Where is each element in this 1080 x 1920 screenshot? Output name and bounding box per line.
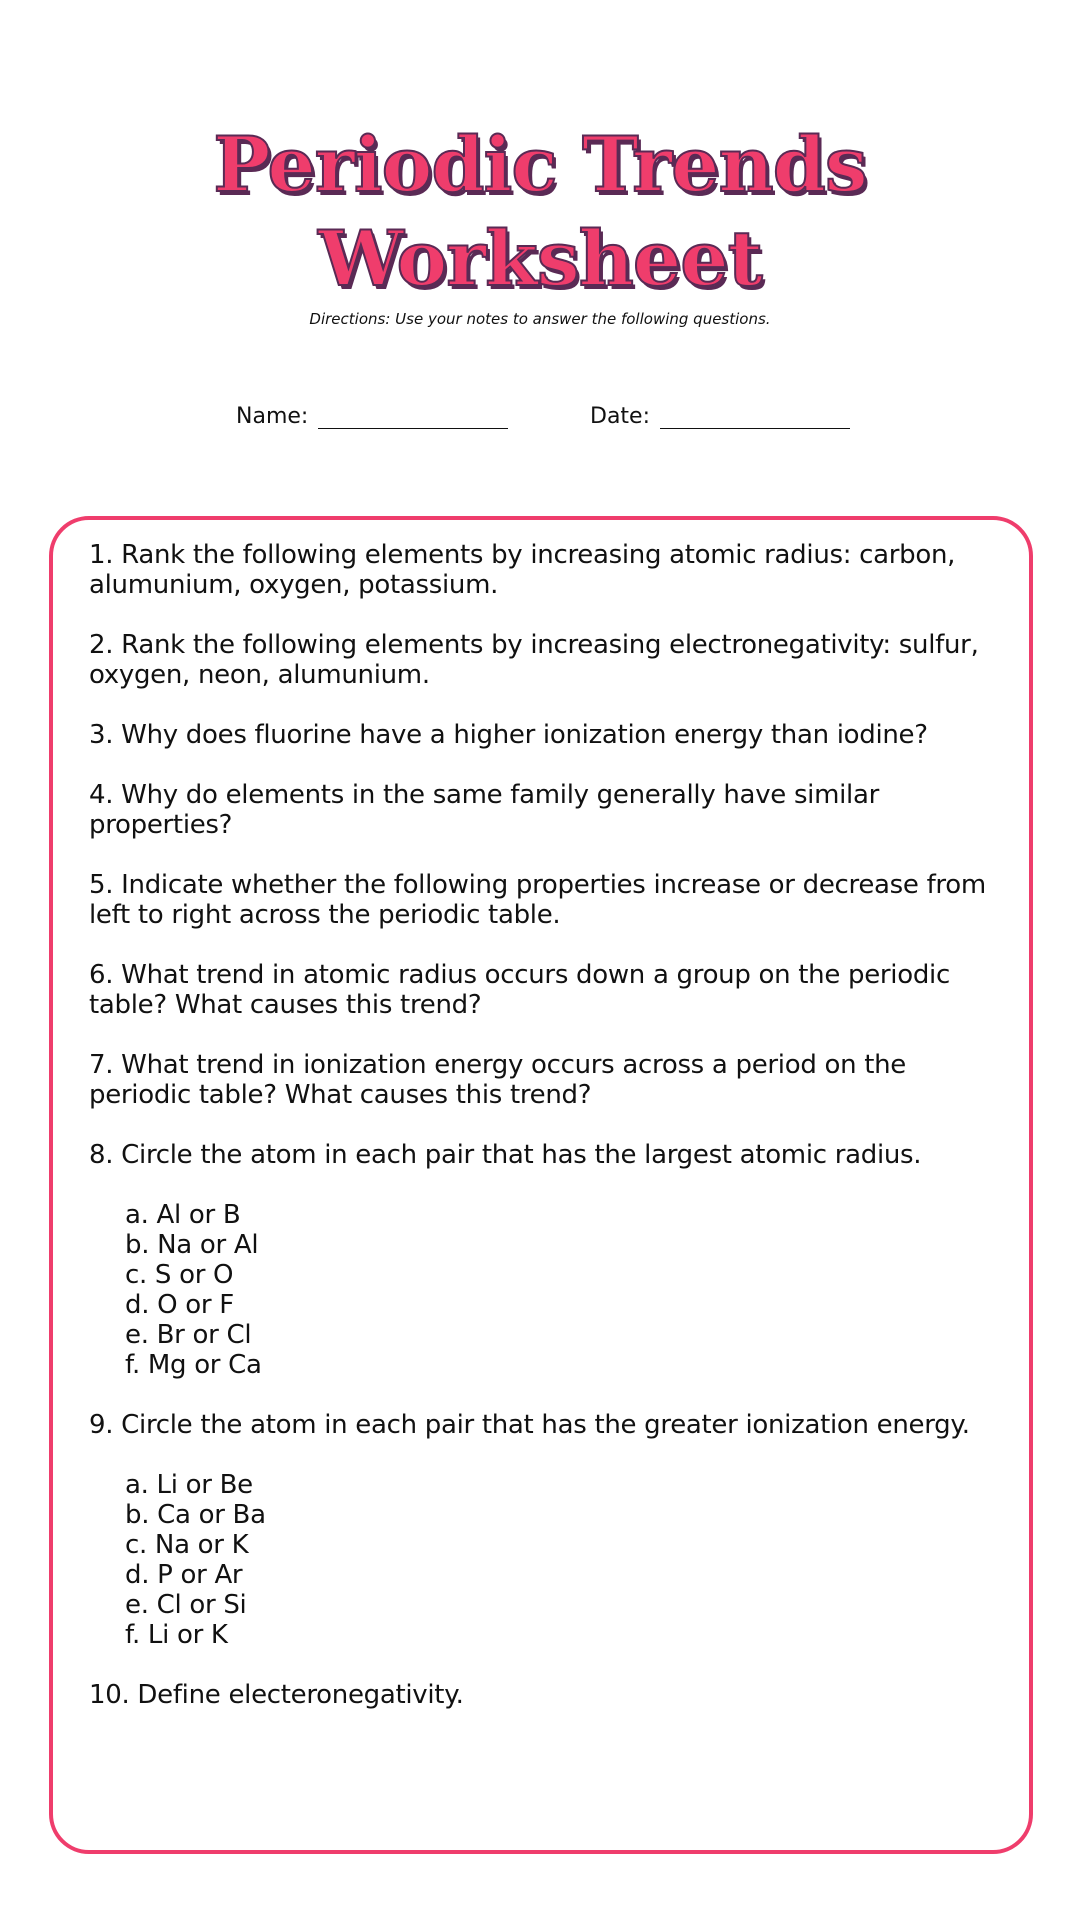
q8-option-a: a. Al or B <box>125 1200 241 1230</box>
q9-option-e: e. Cl or Si <box>125 1590 247 1620</box>
date-label: Date: <box>590 404 650 429</box>
question-2: 2. Rank the following elements by increasing electronegativity: sulfur, oxygen, neon, alumunium. <box>89 630 979 690</box>
directions-text: Directions: Use your notes to answer the following questions. <box>309 310 771 328</box>
q8-option-d: d. O or F <box>125 1290 234 1320</box>
name-field[interactable] <box>236 404 508 429</box>
q9-option-f: f. Li or K <box>125 1620 228 1650</box>
question-3: 3. Why does fluorine have a higher ionization energy than iodine? <box>89 720 928 750</box>
question-9: 9. Circle the atom in each pair that has the greater ionization energy. <box>89 1410 970 1440</box>
date-field[interactable] <box>590 404 850 429</box>
worksheet-title <box>0 118 1080 306</box>
q9-option-b: b. Ca or Ba <box>125 1500 266 1530</box>
question-list <box>89 540 1009 1740</box>
date-blank-line[interactable] <box>660 404 850 429</box>
name-blank-line[interactable] <box>318 404 508 429</box>
q9-option-c: c. Na or K <box>125 1530 249 1560</box>
q8-option-f: f. Mg or Ca <box>125 1350 262 1380</box>
name-label: Name: <box>236 404 309 429</box>
question-5: 5. Indicate whether the following properties increase or decrease from left to right across the periodic table. <box>89 870 986 930</box>
q9-option-d: d. P or Ar <box>125 1560 243 1590</box>
question-8-options <box>125 1200 1009 1380</box>
question-6: 6. What trend in atomic radius occurs down a group on the periodic table? What causes this trend? <box>89 960 950 1020</box>
question-9-options <box>125 1470 1009 1650</box>
question-7: 7. What trend in ionization energy occurs across a period on the periodic table? What causes this trend? <box>89 1050 907 1110</box>
question-10: 10. Define electeronegativity. <box>89 1680 464 1710</box>
q8-option-b: b. Na or Al <box>125 1230 259 1260</box>
question-4: 4. Why do elements in the same family generally have similar properties? <box>89 780 880 840</box>
question-8: 8. Circle the atom in each pair that has the largest atomic radius. <box>89 1140 922 1170</box>
q8-option-c: c. S or O <box>125 1260 234 1290</box>
title-line-2: Worksheet <box>318 214 762 303</box>
q8-option-e: e. Br or Cl <box>125 1320 252 1350</box>
title-line-1: Periodic Trends <box>213 120 867 209</box>
question-1: 1. Rank the following elements by increasing atomic radius: carbon, alumunium, oxygen, potassium. <box>89 540 956 600</box>
q9-option-a: a. Li or Be <box>125 1470 253 1500</box>
